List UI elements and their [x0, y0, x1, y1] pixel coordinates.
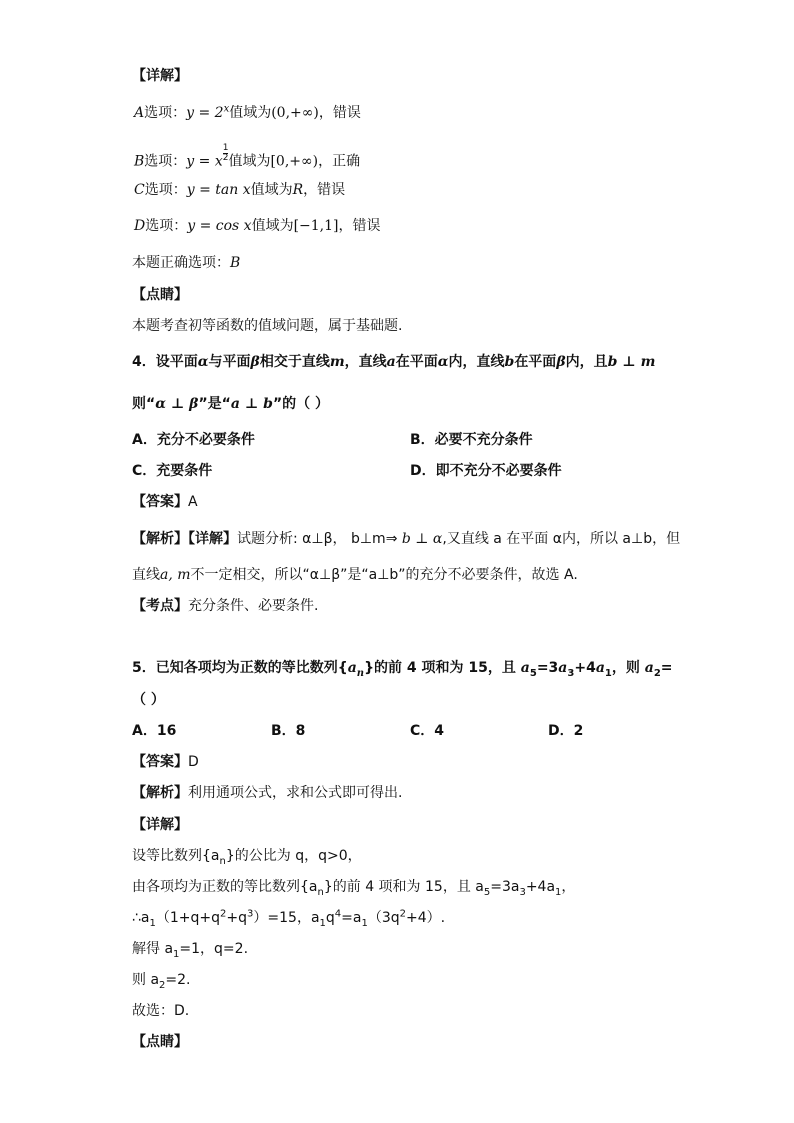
q5-step-3: $\therefore a_1(1+q+q^2+q^3)=15$，$a_1q^4=a_1(3q^2+4)$.: [132, 908, 446, 929]
q5-step-2: 由各项均为正数的等比数列$\{a_n\}$的前 4 项和为 15，且 $a_5=3a_3+4a_1$，: [132, 879, 576, 898]
q3-comment-heading: 【点睛】: [132, 287, 188, 303]
q5-option-c: C．4: [410, 723, 445, 739]
q4-topic: 【考点】充分条件、必要条件.: [132, 598, 319, 614]
q3-option-a-line: A选项：$y = 2^x$值域为(0,+∞)，错误: [134, 103, 361, 121]
q5-detail-heading: 【详解】: [132, 817, 188, 833]
q4-option-c: C．充要条件: [132, 463, 213, 479]
q5-analysis: 【解析】利用通项公式，求和公式即可得出.: [132, 785, 403, 801]
fraction-exponent: $\frac{1}{2}$: [222, 143, 229, 163]
q4-option-a: A．充分不必要条件: [132, 432, 255, 448]
q5-comment-heading: 【点睛】: [132, 1034, 188, 1050]
q3-option-d-line: D选项：y = cos x值域为[−1,1]，错误: [134, 218, 381, 234]
q5-paren: （ ）: [132, 692, 165, 708]
q4-analysis-line2: 直线a, m不一定相交，所以“α⊥β”是“a⊥b”的充分不必要条件，故选 A.: [132, 567, 578, 583]
q3-comment-text: 本题考查初等函数的值域问题，属于基础题.: [132, 318, 403, 334]
q3-option-c-line: C选项：y = tan x值域为R，错误: [134, 182, 346, 198]
q3-conclusion: 本题正确选项：B: [132, 255, 241, 271]
q5-stem: 5．已知各项均为正数的等比数列$\{a_n\}$的前 4 项和为 15，且 $a_5=3a_3+4a_1$，则 $a_2=$: [132, 660, 673, 679]
q3-detail-heading: 【详解】: [132, 68, 188, 84]
q4-analysis-line1: 【解析】【详解】试题分析: α⊥β， b⊥m⇒ b ⊥ α,又直线 a 在平面 α内，所以 a⊥b，但: [132, 531, 681, 547]
q5-step-1: 设等比数列$\{a_n\}$的公比为 q，q>0，: [132, 848, 362, 867]
q4-option-b: B．必要不充分条件: [410, 432, 533, 448]
q4-stem-line1: 4．设平面α与平面β相交于直线m，直线a在平面α内，直线b在平面β内，且b ⊥ m: [132, 354, 656, 370]
q5-option-a: A．16: [132, 723, 177, 739]
q5-step-4: 解得 $a_1=1$，q=2.: [132, 941, 249, 960]
q5-answer: 【答案】D: [132, 754, 199, 770]
q3-option-b-line: B选项：y = x $\frac{1}{2}$ 值域为[0,+∞)，正确: [134, 143, 361, 170]
q4-answer: 【答案】A: [132, 494, 198, 510]
q5-option-d: D．2: [548, 723, 584, 739]
q5-step-6: 故选：D.: [132, 1003, 190, 1019]
q5-step-5: 则 $a_2=2$.: [132, 972, 191, 991]
q4-stem-line2: 则“α ⊥ β”是“a ⊥ b”的（ ）: [132, 396, 330, 412]
q4-option-d: D．即不充分不必要条件: [410, 463, 562, 479]
q5-option-b: B．8: [271, 723, 306, 739]
